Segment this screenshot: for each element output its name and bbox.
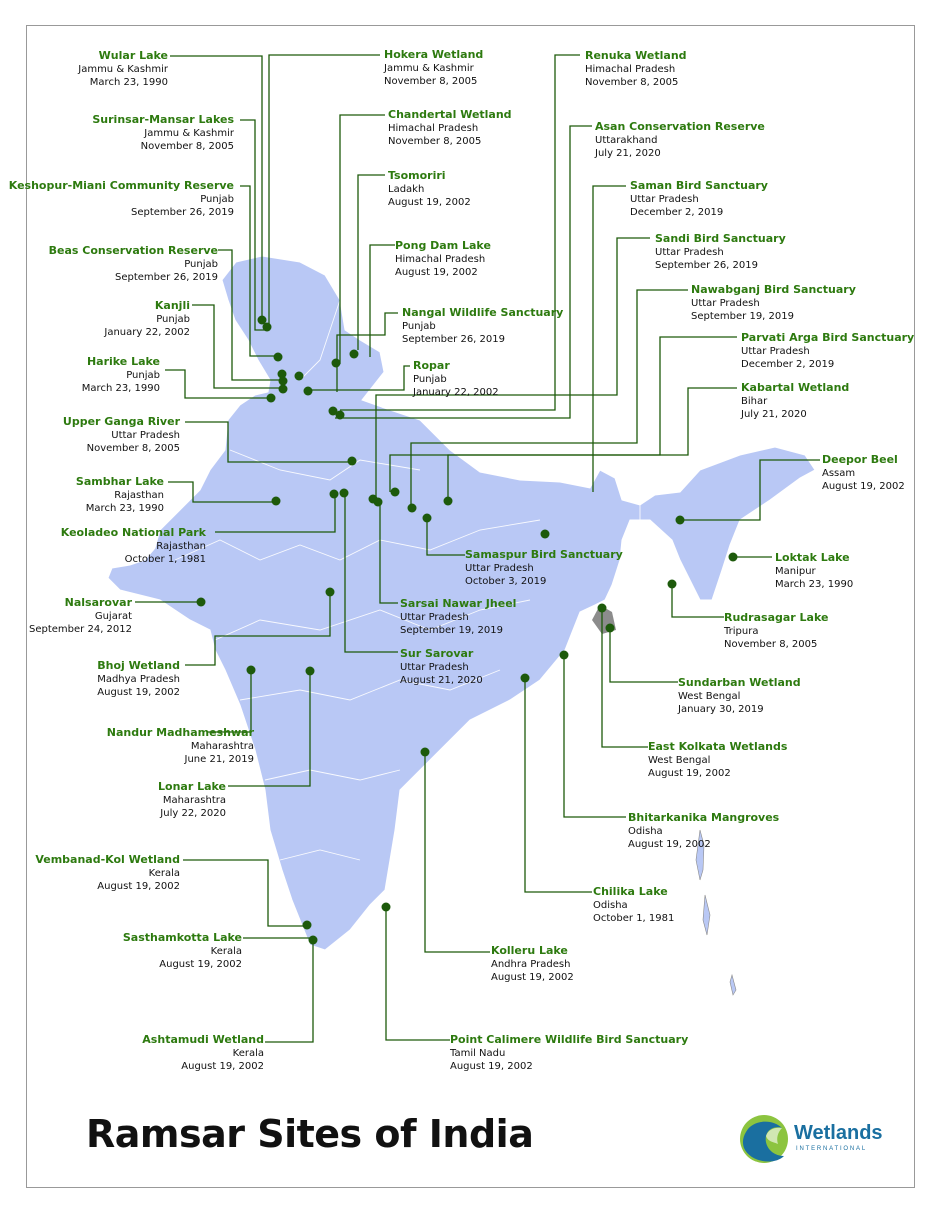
site-label-harike: Harike Lake Punjab March 23, 1990 (81, 355, 160, 394)
site-label-sasthamkotta: Sasthamkotta Lake Kerala August 19, 2002 (122, 931, 242, 970)
wetlands-logo (738, 1112, 888, 1166)
site-label-parvati: Parvati Arga Bird Sanctuary Uttar Pradesh December 2, 2019 (741, 331, 915, 370)
site-label-nangal: Nangal Wildlife Sanctuary Punjab September 26, 2019 (402, 306, 564, 345)
site-label-upper-ganga: Upper Ganga River Uttar Pradesh November 8, 2005 (62, 415, 180, 454)
site-label-surinsar: Surinsar-Mansar Lakes Jammu & Kashmir November 8, 2005 (92, 113, 234, 152)
site-label-tsomoriri: Tsomoriri Ladakh August 19, 2002 (388, 169, 471, 208)
site-label-kabartal: Kabartal Wetland Bihar July 21, 2020 (741, 381, 850, 420)
site-label-point-calimere: Point Calimere Wildlife Bird Sanctuary Tamil Nadu August 19, 2002 (450, 1033, 689, 1072)
andaman-islands (696, 830, 736, 995)
logo-word: Wetlands (794, 1122, 883, 1144)
logo-sub: INTERNATIONAL (796, 1146, 867, 1152)
site-label-saman: Saman Bird Sanctuary Uttar Pradesh December 2, 2019 (630, 179, 768, 218)
site-label-renuka: Renuka Wetland Himachal Pradesh November 8, 2005 (585, 49, 687, 88)
site-label-beas: Beas Conservation Reserve Punjab September 26, 2019 (48, 244, 218, 283)
page-title: Ramsar Sites of India (86, 1112, 534, 1156)
site-label-east-kolkata: East Kolkata Wetlands West Bengal August 19, 2002 (648, 740, 788, 779)
site-label-chilika: Chilika Lake Odisha October 1, 1981 (593, 885, 675, 924)
site-label-keoladeo: Keoladeo National Park Rajasthan October 1, 1981 (60, 526, 206, 565)
site-label-wular: Wular Lake Jammu & Kashmir March 23, 1990 (78, 49, 168, 88)
site-label-ropar: Ropar Punjab January 22, 2002 (413, 359, 499, 398)
site-label-kanjli: Kanjli Punjab January 22, 2002 (104, 299, 190, 338)
site-label-loktak: Loktak Lake Manipur March 23, 1990 (775, 551, 854, 590)
site-label-nawabganj: Nawabganj Bird Sanctuary Uttar Pradesh September 19, 2019 (691, 283, 856, 322)
site-label-rudrasagar: Rudrasagar Lake Tripura November 8, 2005 (724, 611, 829, 650)
site-label-ashtamudi: Ashtamudi Wetland Kerala August 19, 2002 (142, 1033, 264, 1072)
site-label-sur-sarovar: Sur Sarovar Uttar Pradesh August 21, 2020 (400, 647, 483, 686)
site-label-pong: Pong Dam Lake Himachal Pradesh August 19, 2002 (395, 239, 491, 278)
site-label-chandertal: Chandertal Wetland Himachal Pradesh November 8, 2005 (388, 108, 512, 147)
site-label-bhoj: Bhoj Wetland Madhya Pradesh August 19, 2002 (97, 659, 180, 698)
site-label-nalsarovar: Nalsarovar Gujarat September 24, 2012 (29, 596, 132, 635)
site-label-sarsai: Sarsai Nawar Jheel Uttar Pradesh September 19, 2019 (400, 597, 517, 636)
site-label-hokera: Hokera Wetland Jammu & Kashmir November 8, 2005 (384, 48, 484, 87)
site-label-bhitarkanika: Bhitarkanika Mangroves Odisha August 19, 2002 (628, 811, 780, 850)
site-label-keshopur: Keshopur-Miani Community Reserve Punjab September 26, 2019 (8, 179, 234, 218)
site-label-sambhar: Sambhar Lake Rajasthan March 23, 1990 (75, 475, 164, 514)
site-label-lonar: Lonar Lake Maharashtra July 22, 2020 (158, 780, 226, 819)
site-label-samaspur: Samaspur Bird Sanctuary Uttar Pradesh October 3, 2019 (465, 548, 623, 587)
site-label-nandur: Nandur Madhameshwar Maharashtra June 21, 2019 (106, 726, 254, 765)
site-label-deepor: Deepor Beel Assam August 19, 2002 (822, 453, 905, 492)
site-label-kolleru: Kolleru Lake Andhra Pradesh August 19, 2002 (491, 944, 574, 983)
site-label-sundarban: Sundarban Wetland West Bengal January 30, 2019 (678, 676, 801, 715)
site-label-sandi: Sandi Bird Sanctuary Uttar Pradesh September 26, 2019 (655, 232, 786, 271)
site-label-vembanad: Vembanad-Kol Wetland Kerala August 19, 2002 (35, 853, 180, 892)
wetlands-logo-icon (738, 1112, 794, 1166)
site-label-asan: Asan Conservation Reserve Uttarakhand July 21, 2020 (595, 120, 765, 159)
